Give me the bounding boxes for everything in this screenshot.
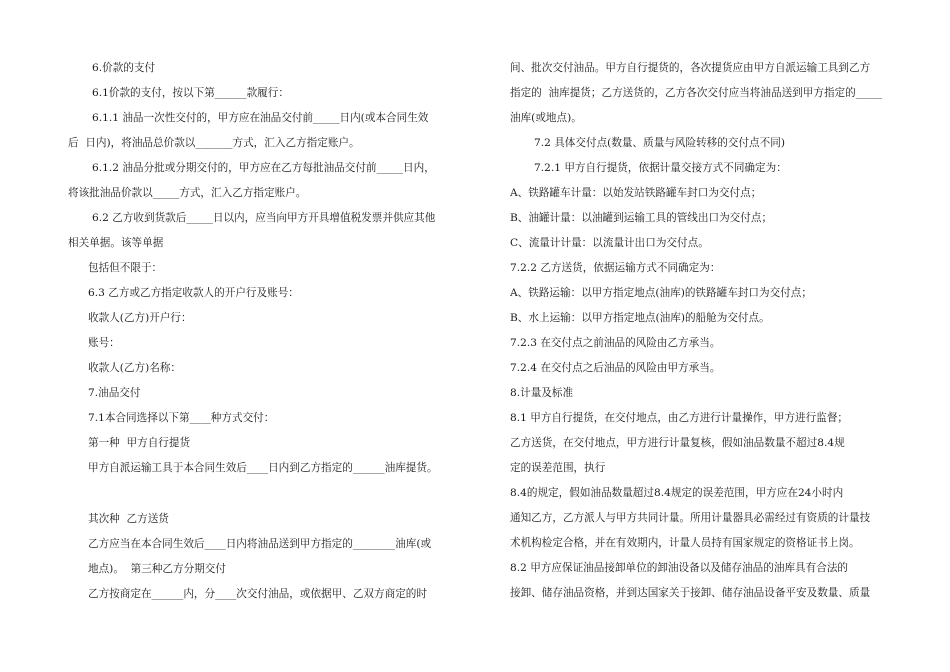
text-line: 包括但不限于： (88, 262, 163, 274)
text-line: 其次种 乙方送货 (88, 513, 169, 525)
text-line: 间、批次交付油品。甲方自行提货的，各次提货应由甲方自派运输工具到乙方 (510, 62, 871, 74)
text-line: 8.2 甲方应保证油品接卸单位的卸油设备以及储存油品的油库具有合法的 (510, 562, 849, 574)
text-line: 甲方自派运输工具于本合同生效后____日内到乙方指定的______油库提货。 (88, 462, 438, 474)
text-line: 将该批油品价款以_____方式，汇入乙方指定账户。 (68, 187, 307, 199)
text-line: 术机构检定合格，并在有效期内，计量人员持有国家规定的资格证书上岗。 (510, 537, 860, 549)
text-line: 接卸、储存油品资格，并到达国家关于接卸、储存油品设备平安及数量、质量 (510, 587, 871, 599)
text-line: 7.2.1 甲方自行提货，依据计量交接方式不同确定为： (534, 162, 787, 174)
paragraph-gap (68, 481, 463, 507)
text-line: 7.2.4 在交付点之后油品的风险由甲方承当。 (510, 362, 721, 374)
text-line: A、铁路罐车计量：以始发站铁路罐车封口为交付点； (510, 187, 762, 199)
text-line: B、水上运输：以甲方指定地点(油库)的船舱为交付点。 (510, 312, 770, 324)
text-line: A、铁路运输：以甲方指定地点(油库)的铁路罐车封口为交付点； (510, 287, 812, 299)
text-line: 账号： (88, 337, 120, 349)
text-line: B、油罐计量：以油罐到运输工具的管线出口为交付点； (510, 212, 773, 224)
text-line: 指定的 油库提货；乙方送货的，乙方各次交付应当将油品送到甲方指定的_____ (510, 87, 883, 99)
left-column (68, 56, 463, 607)
text-line: 8.计量及标准 (510, 387, 574, 399)
text-line: 8.1 甲方自行提货，在交付地点，由乙方进行计量操作，甲方进行监督； (510, 412, 849, 424)
text-line: 7.油品交付 (88, 387, 141, 399)
text-line: 6.1.2 油品分批或分期交付的，甲方应在乙方每批油品交付前_____日内， (92, 162, 435, 174)
text-line: 定的误差范围，执行 (510, 462, 606, 474)
text-line: 6.2 乙方收到货款后_____日以内，应当向甲方开具增值税发票并供应其他 (92, 212, 436, 224)
text-line: 通知乙方，乙方派人与甲方共同计量。所用计量器具必需经过有资质的计量技 (510, 512, 871, 524)
text-line: 7.2.2 乙方送货，依据运输方式不同确定为： (510, 262, 721, 274)
text-line: 后 日内)，将油品总价款以_______方式，汇入乙方指定账户。 (68, 137, 360, 149)
text-line: 相关单据。该等单据 (68, 237, 164, 249)
text-line: 6.1.1 油品一次性交付的，甲方应在油品交付前_____日内(或本合同生效 (92, 112, 429, 124)
text-line: 7.2 具体交付点(数量、质量与风险转移的交付点不同) (534, 137, 785, 149)
text-line: 6.1价款的支付，按以下第______款履行： (92, 87, 289, 99)
text-line: 收款人(乙方)名称： (88, 362, 182, 374)
text-line: 8.4的规定，假如油品数量超过8.4规定的误差范围，甲方应在24小时内 (510, 487, 844, 499)
text-line: 乙方送货，在交付地点，甲方进行计量复核，假如油品数量不超过8.4规 (510, 437, 845, 449)
text-line: C、流量计计量：以流量计出口为交付点。 (510, 237, 709, 249)
text-line: 地点)。 第三种乙方分期交付 (88, 563, 226, 575)
text-line: 7.2.3 在交付点之前油品的风险由乙方承当。 (510, 337, 721, 349)
text-line: 收款人(乙方)开户行： (88, 312, 192, 324)
text-line: 6.价款的支付 (92, 62, 156, 74)
text-line: 7.1本合同选择以下第____种方式交付： (88, 412, 275, 424)
text-line: 第一种 甲方自行提货 (88, 437, 191, 449)
text-line: 乙方按商定在______内，分____次交付油品，或依据甲、乙双方商定的时 (88, 588, 427, 600)
text-line: 油库(或地点)。 (510, 112, 582, 124)
text-line: 乙方应当在本合同生效后____日内将油品送到甲方指定的________油库(或 (88, 538, 432, 550)
text-line: 6.3 乙方或乙方指定收款人的开户行及账号： (88, 287, 299, 299)
right-column (510, 56, 890, 606)
